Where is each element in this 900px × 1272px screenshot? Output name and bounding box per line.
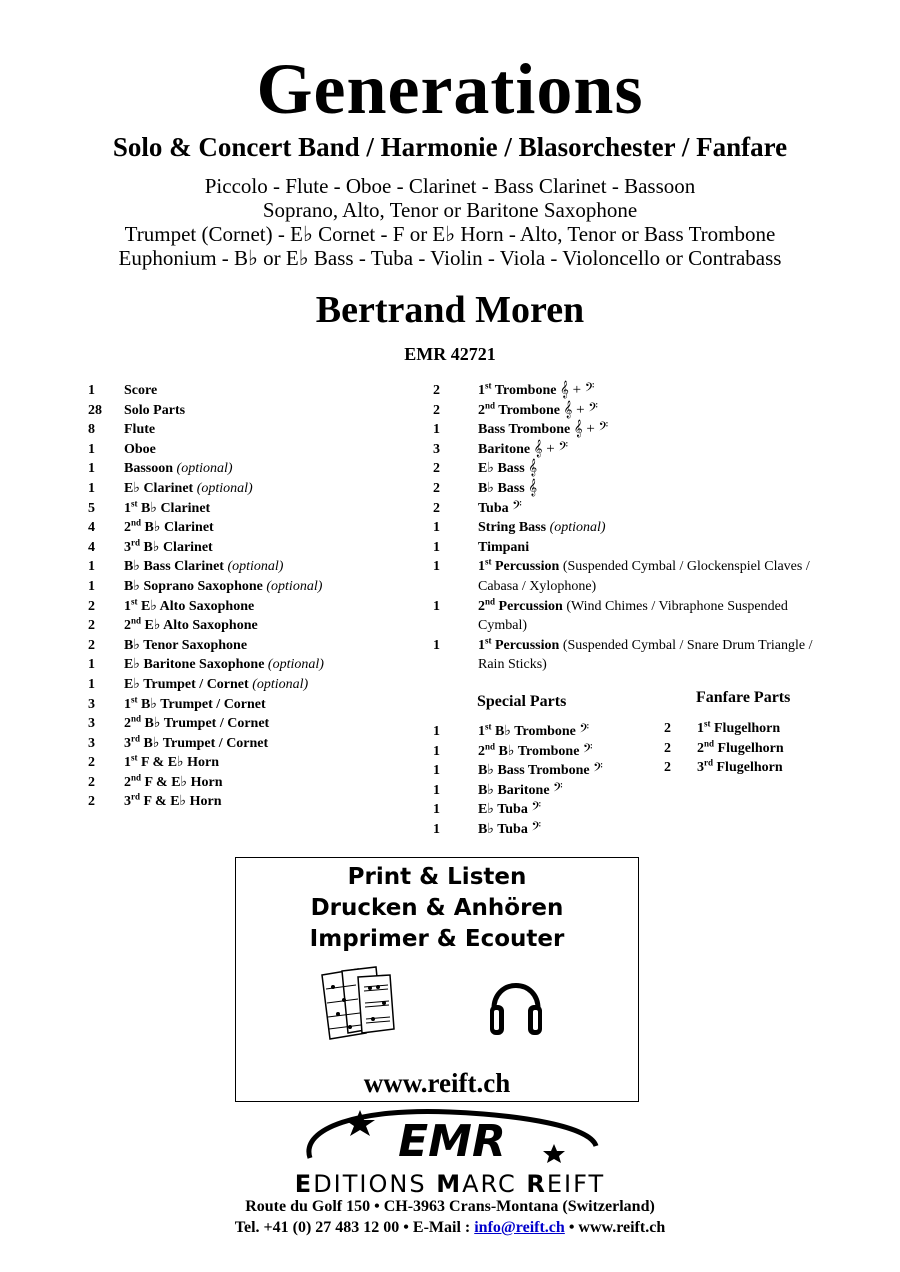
part-row — [88, 616, 418, 636]
part-name: E♭ Clarinet (optional) — [124, 480, 253, 496]
fanfare-parts-list — [664, 719, 864, 778]
part-row — [433, 636, 833, 675]
part-name: B♭ Baritone 𝄢 — [478, 781, 563, 798]
part-quantity: 2 — [664, 740, 671, 756]
part-name: Tuba 𝄢 — [478, 499, 522, 516]
part-quantity: 2 — [88, 637, 95, 653]
part-row — [88, 636, 418, 656]
clef-icon: 𝄞 + 𝄢 — [559, 382, 595, 398]
part-quantity: 1 — [433, 782, 440, 798]
title: Generations — [256, 49, 644, 129]
part-quantity: 3 — [88, 716, 95, 732]
part-name: B♭ Bass 𝄞 — [478, 479, 538, 496]
part-name: Oboe — [124, 441, 156, 457]
part-row — [433, 820, 653, 840]
clef-icon: 𝄞 + 𝄢 — [533, 440, 569, 457]
part-row — [88, 597, 418, 617]
part-quantity: 1 — [433, 763, 440, 779]
part-quantity: 1 — [433, 520, 440, 536]
fanfare-parts-title: Fanfare Parts — [696, 689, 791, 706]
part-quantity: 1 — [433, 637, 440, 653]
part-row — [88, 381, 418, 401]
part-row — [88, 675, 418, 695]
instrumentation-line: Trumpet (Cornet) - E♭ Cornet - F or E♭ Horn - Alto, Tenor or Bass Trombone — [124, 222, 776, 246]
headphones-icon — [486, 963, 546, 1043]
part-name: E♭ Trumpet / Cornet (optional) — [124, 676, 309, 692]
special-parts-list — [433, 722, 653, 840]
part-row — [664, 739, 864, 759]
part-quantity: 1 — [433, 422, 440, 438]
part-quantity: 4 — [88, 520, 95, 536]
part-name: 2nd Percussion (Wind Chimes / Vibraphone Suspended Cymbal) — [478, 595, 788, 634]
part-quantity: 2 — [433, 402, 440, 418]
part-name: B♭ Tenor Saxophone — [124, 637, 248, 653]
part-row — [88, 401, 418, 421]
publisher-address: Route du Golf 150 • CH-3963 Crans-Montana (Switzerland) — [245, 1198, 655, 1215]
part-row — [433, 597, 833, 636]
publisher-contact: Tel. +41 (0) 27 483 12 00 • E-Mail : info@reift.ch • www.reift.ch — [234, 1219, 666, 1236]
part-name: E♭ Baritone Saxophone (optional) — [124, 657, 324, 673]
clef-icon: 𝄞 — [528, 479, 538, 496]
part-row — [433, 518, 833, 538]
part-quantity: 3 — [88, 735, 95, 751]
part-name: 1st F & E♭ Horn — [124, 752, 220, 771]
part-name: B♭ Tuba 𝄢 — [478, 820, 541, 837]
part-quantity: 2 — [433, 383, 440, 398]
part-row — [88, 538, 418, 558]
part-quantity: 1 — [88, 578, 95, 594]
part-quantity: 1 — [433, 743, 440, 759]
part-quantity: 28 — [88, 402, 102, 418]
part-quantity: 2 — [664, 760, 671, 776]
part-row — [88, 479, 418, 499]
part-quantity: 5 — [88, 500, 95, 516]
clef-icon: 𝄢 — [579, 723, 590, 739]
promo-website[interactable]: www.reift.ch — [363, 1068, 511, 1098]
part-row — [88, 773, 418, 793]
part-quantity: 2 — [88, 794, 95, 810]
part-quantity: 3 — [88, 696, 95, 712]
part-name: 3rd Flugelhorn — [697, 757, 783, 776]
clef-icon: 𝄞 + 𝄢 — [573, 421, 609, 438]
part-row — [433, 381, 833, 401]
print-listen-box — [235, 857, 639, 1102]
part-row — [433, 499, 833, 519]
part-name: E♭ Bass 𝄞 — [478, 460, 538, 477]
catalog-number: EMR 42721 — [404, 344, 496, 364]
email-link[interactable]: info@reift.ch — [474, 1219, 565, 1236]
part-quantity: 2 — [433, 500, 440, 516]
instrumentation-line: Euphonium - B♭ or E♭ Bass - Tuba - Violin - Viola - Violoncello or Contrabass — [118, 246, 782, 270]
part-quantity: 3 — [433, 441, 440, 457]
part-row — [88, 753, 418, 773]
instrumentation — [0, 174, 900, 270]
part-row — [88, 655, 418, 675]
part-name: Baritone 𝄞 + 𝄢 — [478, 440, 569, 457]
part-name: 2nd Flugelhorn — [697, 737, 784, 756]
part-row — [433, 800, 653, 820]
publisher-name: EDITIONS MARC REIFT — [294, 1170, 606, 1198]
part-quantity: 1 — [433, 598, 440, 614]
part-name: 1st Trombone 𝄞 + 𝄢 — [478, 380, 595, 398]
clef-icon: 𝄢 — [512, 499, 522, 516]
part-name: B♭ Bass Trombone 𝄢 — [478, 762, 603, 779]
part-row — [88, 792, 418, 812]
clef-icon: 𝄢 — [531, 801, 541, 818]
part-name: 1st B♭ Clarinet — [124, 497, 211, 516]
clef-icon: 𝄢 — [531, 820, 541, 837]
part-quantity: 2 — [433, 461, 440, 477]
parts-list-right — [433, 381, 833, 675]
part-name: Score — [124, 383, 158, 398]
part-row — [433, 761, 653, 781]
part-name: 1st Percussion (Suspended Cymbal / Snare Drum Triangle / Rain Sticks) — [478, 635, 813, 673]
part-quantity: 1 — [88, 441, 95, 457]
part-row — [433, 557, 833, 596]
part-quantity: 1 — [433, 821, 440, 837]
part-row — [433, 781, 653, 801]
part-name: 1st Flugelhorn — [697, 718, 781, 736]
part-quantity: 1 — [88, 383, 95, 398]
promo-line: Drucken & Anhören — [310, 895, 564, 921]
part-name: 1st B♭ Trumpet / Cornet — [124, 693, 266, 712]
part-name: 3rd B♭ Trumpet / Cornet — [124, 733, 269, 751]
part-name: 1st B♭ Trombone 𝄢 — [478, 721, 590, 739]
part-name: Bassoon (optional) — [124, 461, 233, 477]
part-row — [88, 577, 418, 597]
part-name: Solo Parts — [124, 402, 186, 418]
part-row — [433, 401, 833, 421]
part-name: B♭ Soprano Saxophone (optional) — [124, 578, 323, 594]
special-parts-title: Special Parts — [477, 693, 567, 710]
part-quantity: 1 — [433, 802, 440, 818]
part-quantity: 1 — [88, 657, 95, 673]
part-name: 2nd E♭ Alto Saxophone — [124, 615, 258, 634]
part-quantity: 2 — [88, 618, 95, 634]
part-name: 2nd B♭ Trombone 𝄢 — [478, 740, 593, 759]
part-row — [664, 719, 864, 739]
part-quantity: 1 — [88, 480, 95, 496]
promo-line: Print & Listen — [347, 864, 527, 890]
part-quantity: 1 — [433, 539, 440, 555]
part-name: 2nd B♭ Clarinet — [124, 517, 214, 536]
part-quantity: 1 — [88, 559, 95, 575]
part-row — [88, 695, 418, 715]
part-quantity: 1 — [88, 676, 95, 692]
instrumentation-line: Piccolo - Flute - Oboe - Clarinet - Bass Clarinet - Bassoon — [204, 174, 696, 198]
part-row — [433, 742, 653, 762]
part-row — [433, 459, 833, 479]
parts-list-left — [88, 381, 418, 812]
clef-icon: 𝄞 + 𝄢 — [563, 401, 598, 418]
part-name: 3rd B♭ Clarinet — [124, 537, 213, 555]
part-quantity: 2 — [88, 598, 95, 614]
part-quantity: 1 — [433, 724, 440, 739]
emr-logo — [300, 1106, 600, 1168]
logo-text: EMR — [398, 1116, 506, 1167]
part-name: 3rd F & E♭ Horn — [124, 791, 222, 810]
part-quantity: 1 — [88, 461, 95, 477]
part-name: 2nd B♭ Trumpet / Cornet — [124, 713, 270, 732]
clef-icon: 𝄢 — [553, 781, 563, 798]
part-quantity: 1 — [433, 559, 440, 575]
part-quantity: 2 — [433, 480, 440, 496]
part-name: String Bass (optional) — [478, 520, 606, 536]
part-row — [433, 420, 833, 440]
part-row — [88, 420, 418, 440]
part-quantity: 8 — [88, 422, 95, 438]
part-row — [433, 479, 833, 499]
part-row — [433, 538, 833, 558]
part-row — [88, 518, 418, 538]
part-row — [88, 440, 418, 460]
part-name: 2nd F & E♭ Horn — [124, 772, 223, 790]
part-quantity: 4 — [88, 539, 95, 555]
instrumentation-line: Soprano, Alto, Tenor or Baritone Saxophone — [262, 198, 638, 222]
clef-icon: 𝄢 — [582, 742, 593, 759]
part-quantity: 2 — [88, 755, 95, 771]
subtitle: Solo & Concert Band / Harmonie / Blasorchester / Fanfare — [112, 132, 788, 162]
part-row — [88, 714, 418, 734]
clef-icon: 𝄞 — [528, 460, 538, 477]
part-name: Bass Trombone 𝄞 + 𝄢 — [478, 421, 609, 438]
clef-icon: 𝄢 — [593, 762, 603, 779]
part-row — [88, 459, 418, 479]
part-row — [433, 722, 653, 742]
part-row — [664, 758, 864, 778]
part-name: Timpani — [478, 539, 530, 555]
part-name: B♭ Bass Clarinet (optional) — [124, 559, 284, 575]
part-row — [88, 734, 418, 754]
part-row — [433, 440, 833, 460]
composer: Bertrand Moren — [315, 289, 585, 331]
part-row — [88, 557, 418, 577]
part-name: E♭ Tuba 𝄢 — [478, 801, 541, 818]
part-row — [88, 499, 418, 519]
promo-line: Imprimer & Ecouter — [309, 926, 565, 952]
part-quantity: 2 — [88, 774, 95, 790]
part-name: 1st Percussion (Suspended Cymbal / Glockenspiel Claves / Cabasa / Xylophone) — [478, 556, 810, 594]
part-name: Flute — [124, 422, 156, 438]
part-quantity: 2 — [664, 721, 671, 736]
part-name: 2nd Trombone 𝄞 + 𝄢 — [478, 399, 598, 418]
sheet-music-icon — [318, 963, 398, 1043]
part-name: 1st E♭ Alto Saxophone — [124, 595, 255, 614]
